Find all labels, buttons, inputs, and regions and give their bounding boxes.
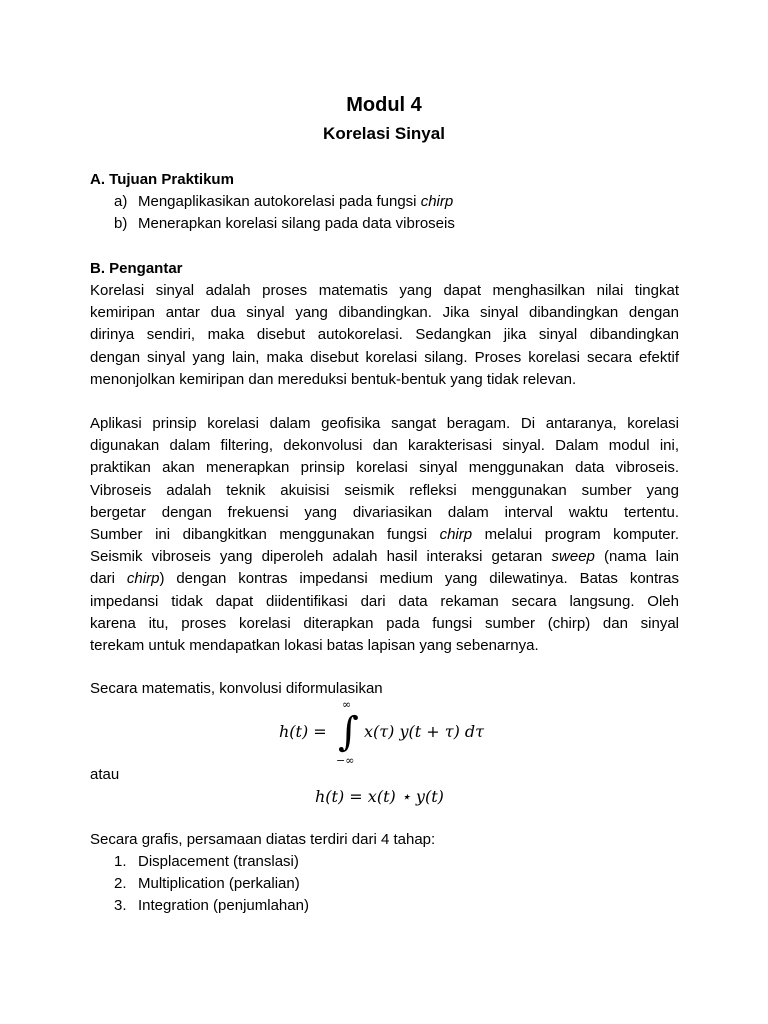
paragraph-line: impedansi tidak dapat diidentifikasi dari data rekaman secara langsung. Oleh xyxy=(90,592,679,610)
paragraph-line: dengan sinyal yang lain, maka disebut korelasi silang. Proses korelasi secara efektif xyxy=(90,348,679,366)
paragraph-line: menonjolkan kemiripan dan mereduksi bentuk-bentuk yang tidak relevan. xyxy=(90,370,577,388)
paragraph-line xyxy=(90,524,679,546)
list-item-text: Mengaplikasikan autokorelasi pada fungsi xyxy=(138,193,421,210)
formula-intro: Secara matematis, konvolusi diformulasikan xyxy=(90,680,383,697)
integral-upper-limit: ∞ xyxy=(342,698,352,711)
text-run: (nama lain xyxy=(594,548,679,566)
italic-term: chirp xyxy=(439,526,473,544)
section-a-heading: A. Tujuan Praktikum xyxy=(90,171,234,188)
paragraph-2 xyxy=(90,413,679,657)
italic-term: chirp xyxy=(126,570,160,588)
list-item-text: Multiplication (perkalian) xyxy=(138,875,300,892)
text-run: dari xyxy=(90,570,127,588)
formula-correlation-operator: h(t) = x(t) ⋆ y(t) xyxy=(315,787,444,806)
list-marker: 2. xyxy=(114,875,127,892)
paragraph-line: digunakan dalam filtering, dekonvolusi dan karakterisasi sinyal. Dalam modul ini, xyxy=(90,437,679,455)
paragraph-line: Aplikasi prinsip korelasi dalam geofisika sangat beragam. Di antaranya, korelasi xyxy=(90,415,679,432)
paragraph-line: praktikan akan menerapkan prinsip korelasi sinyal menggunakan data vibroseis. xyxy=(90,459,679,477)
list-item-text: Displacement (translasi) xyxy=(138,853,299,870)
steps-intro: Secara grafis, persamaan diatas terdiri dari 4 tahap: xyxy=(90,831,436,848)
paragraph-line: Korelasi sinyal adalah proses matematis yang dapat menghasilkan nilai tingkat xyxy=(90,282,679,299)
list-marker: b) xyxy=(114,215,128,232)
formula-lhs: h(t) = xyxy=(279,722,327,741)
integral-sign: ∫ xyxy=(338,709,359,755)
atau-text: atau xyxy=(90,766,120,783)
list-item xyxy=(114,853,299,870)
text-run: Seismik vibroseis yang diperoleh adalah hasil interaksi getaran xyxy=(90,548,552,566)
paragraph-line: Vibroseis adalah teknik akuisisi seismik refleksi menggunakan sumber yang xyxy=(90,481,679,499)
list-item-text: Integration (penjumlahan) xyxy=(138,897,309,914)
page-title: Modul 4 xyxy=(346,94,422,116)
list-marker: 1. xyxy=(114,853,127,870)
paragraph-line xyxy=(90,546,679,568)
list-item xyxy=(114,215,455,232)
italic-term: sweep xyxy=(551,548,595,566)
paragraph-1 xyxy=(90,280,679,391)
text-run: melalui program komputer. xyxy=(472,526,679,544)
paragraph-line: kemiripan antar dua sinyal yang dibandingkan. Jika sinyal dibandingkan dengan xyxy=(90,304,679,322)
formula-rhs: x(τ) y(t + τ) dτ xyxy=(364,722,485,741)
list-marker: 3. xyxy=(114,897,127,914)
text-run: ) dengan kontras impedansi medium yang dilewatinya. Batas kontras xyxy=(159,570,680,588)
list-item xyxy=(114,875,300,892)
text-run: Sumber ini dibangkitkan menggunakan fungsi xyxy=(90,526,440,544)
paragraph-line: dirinya sendiri, maka disebut autokorelasi. Sedangkan jika sinyal dibandingkan xyxy=(90,326,679,344)
list-item-text: Menerapkan korelasi silang pada data vibroseis xyxy=(138,215,455,232)
integral-lower-limit: −∞ xyxy=(336,754,355,767)
list-item xyxy=(114,897,309,914)
section-b-heading: B. Pengantar xyxy=(90,260,183,277)
paragraph-line xyxy=(90,568,679,590)
list-item xyxy=(114,193,453,210)
page-subtitle: Korelasi Sinyal xyxy=(323,124,445,143)
paragraph-line: karena itu, proses korelasi diterapkan pada fungsi sumber (chirp) dan sinyal xyxy=(90,614,679,632)
list-item-italic: chirp xyxy=(420,193,454,210)
paragraph-line: terekam untuk mendapatkan lokasi batas lapisan yang sebenarnya. xyxy=(90,637,539,655)
paragraph-line: bergetar dengan frekuensi yang divariasikan dalam interval waktu tertentu. xyxy=(90,503,679,521)
list-marker: a) xyxy=(114,193,128,210)
